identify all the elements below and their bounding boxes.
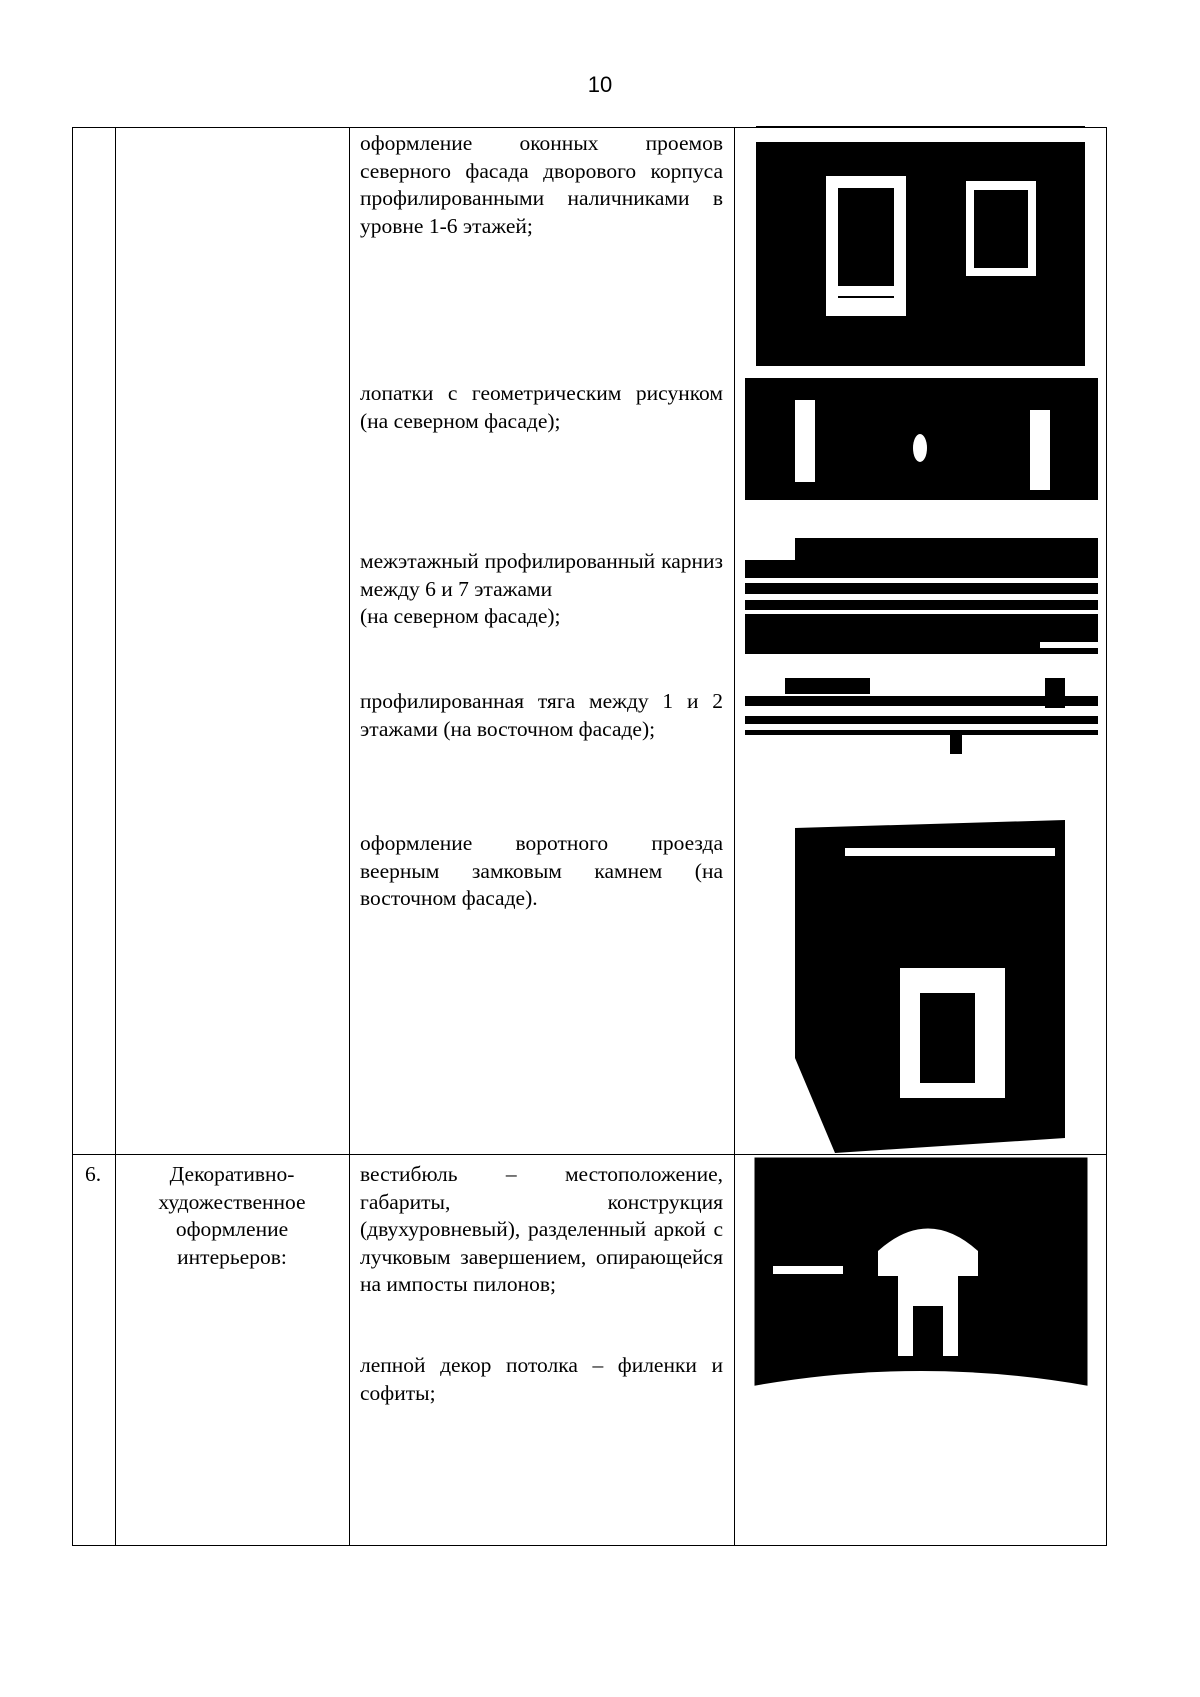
feature-text: лопатки с геометрическим рисунком (на северном фасаде);: [360, 381, 723, 433]
pilasters-photo-icon: [745, 370, 1098, 510]
window-frames-photo-icon: [756, 126, 1085, 366]
feature-text: вестибюль – местоположение, габариты, конструкция (двухуровневый), разделенный аркой с лучковым завершением, опирающейся на импосты пилонов;: [360, 1162, 723, 1296]
column-divider: [115, 128, 116, 1545]
row-divider: [73, 1154, 1106, 1155]
category-title: Декоративно-художественное оформление интерьеров:: [158, 1162, 306, 1269]
cornice-photo-icon: [745, 538, 1098, 654]
feature-text: межэтажный профилированный карниз между 6 и 7 этажами (на северном фасаде);: [360, 549, 723, 628]
page-number: 10: [587, 72, 613, 97]
row-number: 6.: [85, 1162, 102, 1186]
feature-text: оформление воротного проезда веерным замковым камнем (на восточном фасаде).: [360, 831, 723, 910]
gateway-photo-icon: [745, 808, 1098, 1153]
monument-features-table: [72, 127, 1107, 1546]
feature-text: профилированная тяга между 1 и 2 этажами (на восточном фасаде);: [360, 689, 723, 741]
column-divider: [349, 128, 350, 1545]
vestibule-arch-photo-icon: [753, 1156, 1089, 1411]
column-divider: [734, 128, 735, 1545]
feature-text: лепной декор потолка – филенки и софиты;: [360, 1353, 723, 1405]
feature-text: оформление оконных проемов северного фасада дворового корпуса профилированными наличниками в уровне 1-6 этажей;: [360, 131, 723, 238]
string-course-photo-icon: [745, 678, 1098, 780]
